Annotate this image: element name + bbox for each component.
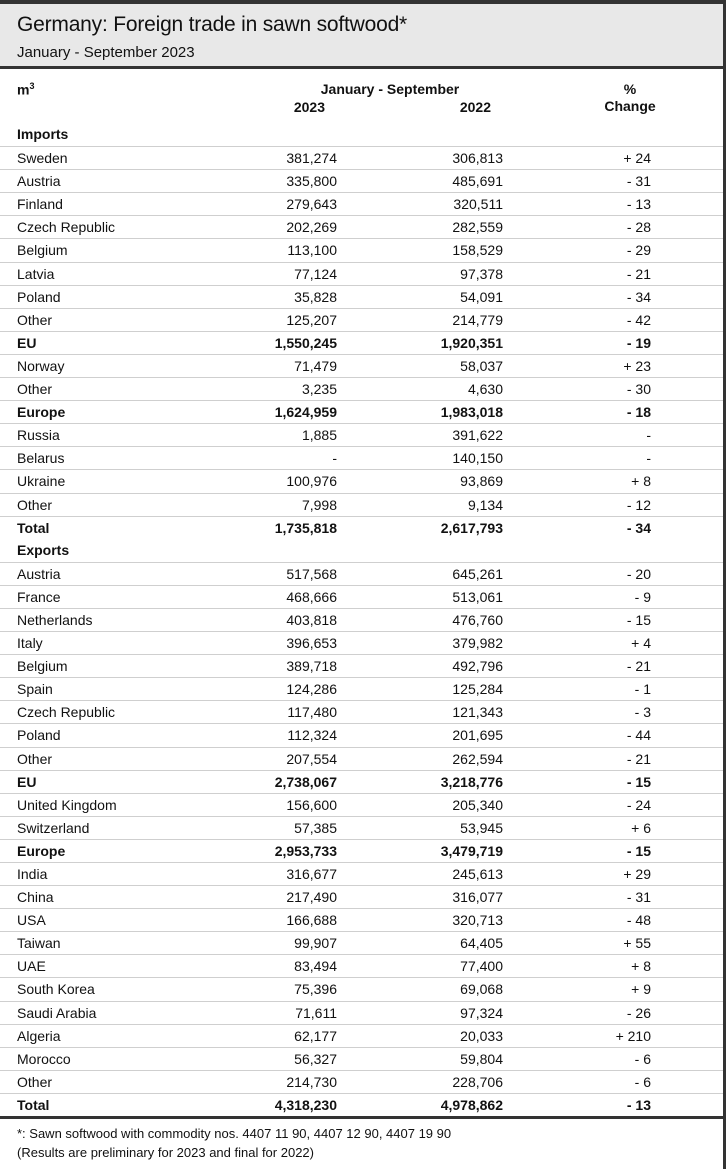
- value-2022-cell: 59,804: [460, 1050, 503, 1067]
- value-2023-cell: 166,688: [286, 912, 337, 929]
- country-cell: Latvia: [17, 265, 55, 282]
- value-2022-cell: 125,284: [452, 681, 503, 698]
- country-cell: Russia: [17, 427, 60, 444]
- value-2023-cell: 2,738,067: [274, 773, 337, 790]
- value-2022-cell: 9,134: [467, 496, 503, 513]
- value-2023-cell: 468,666: [286, 588, 337, 605]
- country-cell: Algeria: [17, 1027, 61, 1044]
- pct-change-cell: - 3: [634, 704, 651, 721]
- country-cell: Other: [17, 311, 53, 328]
- pct-change-cell: - 30: [626, 381, 651, 398]
- country-cell: EU: [17, 334, 37, 351]
- value-2022-cell: 262,594: [452, 750, 503, 767]
- country-cell: Netherlands: [17, 611, 93, 628]
- subtotal-row: [0, 400, 726, 423]
- pct-change-cell: + 8: [631, 958, 651, 975]
- subtotal-row: [0, 516, 726, 539]
- value-2023-cell: 217,490: [286, 889, 337, 906]
- table-row: [0, 562, 726, 585]
- table-row: [0, 192, 726, 215]
- year-2022-header: 2022: [459, 99, 491, 115]
- value-2023-cell: 71,611: [295, 1004, 337, 1021]
- table-row: [0, 816, 726, 839]
- pct-change-cell: - 15: [626, 773, 651, 790]
- pct-change-cell: + 8: [631, 473, 651, 490]
- value-2023-cell: 381,274: [286, 150, 337, 167]
- value-2022-cell: 205,340: [452, 796, 503, 813]
- value-2022-cell: 282,559: [452, 219, 503, 236]
- pct-change-cell: + 6: [631, 819, 651, 836]
- value-2022-cell: 2,617,793: [440, 519, 503, 536]
- table-row: [0, 146, 726, 169]
- country-cell: China: [17, 889, 54, 906]
- pct-change-cell: - 42: [626, 311, 651, 328]
- pct-change-cell: + 55: [623, 935, 651, 952]
- value-2022-cell: 214,779: [452, 311, 503, 328]
- country-cell: Total: [17, 519, 50, 536]
- table-row: [0, 354, 726, 377]
- table-row: [0, 1070, 726, 1093]
- table-row: [0, 169, 726, 192]
- country-cell: Czech Republic: [17, 219, 116, 236]
- value-2022-cell: 53,945: [460, 819, 503, 836]
- table-row: [0, 1047, 726, 1070]
- table-row: [0, 377, 726, 400]
- value-2023-cell: 99,907: [294, 935, 337, 952]
- value-2023-cell: 396,653: [286, 635, 337, 652]
- subtotal-row: [0, 839, 726, 862]
- country-cell: Europe: [17, 404, 66, 421]
- value-2022-cell: 379,982: [452, 635, 503, 652]
- table-row: [0, 1024, 726, 1047]
- value-2022-cell: 97,378: [460, 265, 503, 282]
- value-2023-cell: 1,624,959: [274, 404, 337, 421]
- value-2023-cell: 335,800: [286, 173, 337, 190]
- table-row: [0, 493, 726, 516]
- country-cell: EU: [17, 773, 37, 790]
- table-row: [0, 908, 726, 931]
- pct-change-cell: - 19: [626, 334, 651, 351]
- value-2023-cell: 2,953,733: [274, 842, 337, 859]
- pct-change-cell: - 20: [626, 565, 651, 582]
- table-row: [0, 747, 726, 770]
- value-2023-cell: 403,818: [286, 611, 337, 628]
- country-cell: Finland: [17, 196, 63, 213]
- value-2022-cell: 158,529: [452, 242, 503, 259]
- pct-change-header: % Change: [604, 81, 656, 114]
- value-2023-cell: 125,207: [286, 311, 337, 328]
- table-row: [0, 977, 726, 1000]
- country-cell: Norway: [17, 357, 65, 374]
- country-cell: Belgium: [17, 658, 68, 675]
- section-header-row: [0, 123, 726, 146]
- pct-change-cell: - 1: [634, 681, 651, 698]
- value-2022-cell: 69,068: [460, 981, 503, 998]
- footnote-line-2: (Results are preliminary for 2023 and final for 2022): [17, 1145, 314, 1161]
- pct-change-cell: - 12: [626, 496, 651, 513]
- value-2022-cell: 93,869: [460, 473, 503, 490]
- pct-change-cell: -: [646, 450, 651, 467]
- value-2022-cell: 4,978,862: [440, 1096, 503, 1113]
- value-2023-cell: 56,327: [294, 1050, 337, 1067]
- value-2022-cell: 228,706: [452, 1073, 503, 1090]
- table-row: [0, 238, 726, 261]
- table-row: [0, 608, 726, 631]
- value-2023-cell: 214,730: [286, 1073, 337, 1090]
- value-2023-cell: 156,600: [286, 796, 337, 813]
- country-cell: Belgium: [17, 242, 68, 259]
- pct-change-cell: - 13: [626, 1096, 651, 1113]
- pct-change-cell: - 13: [626, 196, 651, 213]
- value-2022-cell: 320,511: [453, 196, 503, 213]
- table-row: [0, 215, 726, 238]
- table-row: [0, 285, 726, 308]
- country-cell: UAE: [17, 958, 46, 975]
- value-2023-cell: 207,554: [286, 750, 337, 767]
- pct-change-cell: - 15: [626, 611, 651, 628]
- country-cell: Sweden: [17, 150, 68, 167]
- country-cell: Saudi Arabia: [17, 1004, 97, 1021]
- value-2022-cell: 1,983,018: [440, 404, 503, 421]
- pct-change-cell: - 18: [626, 404, 651, 421]
- pct-change-cell: - 9: [634, 588, 651, 605]
- value-2023-cell: 71,479: [294, 357, 337, 374]
- value-2022-cell: 121,343: [452, 704, 503, 721]
- unit-label: $m^3$: [17, 81, 35, 98]
- country-cell: Czech Republic: [17, 704, 116, 721]
- table-header: [0, 4, 726, 66]
- value-2022-cell: 245,613: [452, 866, 503, 882]
- country-cell: Imports: [17, 126, 69, 142]
- subtotal-row: [0, 331, 726, 354]
- country-cell: India: [17, 866, 48, 882]
- country-cell: France: [17, 588, 61, 605]
- value-2022-cell: 391,622: [452, 427, 503, 444]
- value-2022-cell: 4,630: [467, 381, 503, 398]
- table-subtitle: January - September 2023: [17, 44, 195, 61]
- table-row: [0, 1001, 726, 1024]
- pct-change-cell: - 21: [626, 265, 651, 282]
- country-cell: Taiwan: [17, 935, 61, 952]
- country-cell: Europe: [17, 842, 66, 859]
- pct-change-cell: - 34: [626, 288, 651, 305]
- pct-change-cell: + 29: [623, 866, 651, 882]
- country-cell: United Kingdom: [17, 796, 117, 813]
- value-2023-cell: 1,550,245: [274, 334, 337, 351]
- value-2023-cell: 517,568: [286, 565, 337, 582]
- value-2022-cell: 645,261: [452, 565, 503, 582]
- value-2022-cell: 1,920,351: [440, 334, 503, 351]
- country-cell: Belarus: [17, 450, 65, 467]
- country-cell: Morocco: [17, 1050, 71, 1067]
- country-cell: Austria: [17, 173, 61, 190]
- value-2023-cell: 75,396: [294, 981, 337, 998]
- value-2023-cell: 316,677: [286, 866, 337, 882]
- subtotal-row: [0, 1093, 726, 1116]
- pct-change-cell: - 31: [626, 173, 651, 190]
- section-header-row: [0, 539, 726, 562]
- country-cell: Spain: [17, 681, 53, 698]
- table-row: [0, 723, 726, 746]
- pct-change-cell: - 21: [626, 750, 651, 767]
- value-2023-cell: 1,885: [301, 427, 337, 444]
- value-2022-cell: 306,813: [452, 150, 503, 167]
- table-title: Germany: Foreign trade in sawn softwood*: [17, 13, 408, 36]
- value-2023-cell: 112,324: [287, 727, 337, 744]
- pct-change-cell: - 31: [626, 889, 651, 906]
- value-2022-cell: 476,760: [452, 611, 503, 628]
- country-cell: Exports: [17, 541, 70, 558]
- pct-change-cell: - 34: [626, 519, 651, 536]
- country-cell: Other: [17, 496, 53, 513]
- value-2022-cell: 201,695: [452, 727, 503, 744]
- pct-change-cell: + 24: [623, 150, 651, 167]
- table-row: [0, 469, 726, 492]
- value-2022-cell: 97,324: [460, 1004, 503, 1021]
- pct-change-cell: + 210: [615, 1027, 651, 1044]
- table-row: [0, 262, 726, 285]
- table-row: [0, 585, 726, 608]
- pct-change-cell: - 28: [626, 219, 651, 236]
- value-2022-cell: 316,077: [452, 889, 503, 906]
- pct-change-cell: + 23: [623, 357, 651, 374]
- value-2023-cell: 100,976: [286, 473, 337, 490]
- country-cell: Other: [17, 381, 53, 398]
- table-row: [0, 954, 726, 977]
- country-cell: Austria: [17, 565, 61, 582]
- value-2023-cell: 62,177: [294, 1027, 337, 1044]
- value-2022-cell: 485,691: [452, 173, 503, 190]
- pct-change-cell: + 4: [631, 635, 651, 652]
- pct-change-cell: - 6: [634, 1073, 651, 1090]
- pct-change-cell: - 21: [626, 658, 651, 675]
- value-2023-cell: 389,718: [286, 658, 337, 675]
- value-2023-cell: 3,235: [301, 381, 337, 398]
- country-cell: Switzerland: [17, 819, 90, 836]
- value-2023-cell: 279,643: [286, 196, 337, 213]
- value-2023-cell: 124,286: [286, 681, 337, 698]
- footnote-line-1: *: Sawn softwood with commodity nos. 4407 11 90, 4407 12 90, 4407 19 90: [17, 1126, 452, 1142]
- value-2023-cell: 83,494: [294, 958, 337, 975]
- footnote: [0, 1119, 726, 1162]
- pct-change-cell: - 29: [626, 242, 651, 259]
- value-2023-cell: 113,100: [287, 242, 337, 259]
- pct-change-cell: - 6: [634, 1050, 651, 1067]
- value-2023-cell: 7,998: [301, 496, 337, 513]
- pct-change-cell: - 26: [626, 1004, 651, 1021]
- table-row: [0, 677, 726, 700]
- subtotal-row: [0, 770, 726, 793]
- table-row: [0, 862, 726, 885]
- table-row: [0, 631, 726, 654]
- country-cell: Total: [17, 1096, 50, 1113]
- value-2022-cell: 3,479,719: [440, 842, 503, 859]
- value-2023-cell: 117,480: [287, 704, 337, 721]
- value-2023-cell: 35,828: [294, 288, 337, 305]
- value-2023-cell: 77,124: [294, 265, 337, 282]
- country-cell: Ukraine: [17, 473, 66, 490]
- country-cell: Poland: [17, 288, 61, 305]
- value-2023-cell: 1,735,818: [274, 519, 337, 536]
- value-2022-cell: 20,033: [460, 1027, 503, 1044]
- table-body: [0, 123, 726, 1116]
- pct-change-cell: -: [646, 427, 651, 444]
- table-row: [0, 793, 726, 816]
- country-cell: Poland: [17, 727, 61, 744]
- value-2022-cell: 513,061: [452, 588, 503, 605]
- table-row: [0, 931, 726, 954]
- period-label: January - September: [320, 81, 460, 97]
- value-2022-cell: 77,400: [460, 958, 503, 975]
- value-2023-cell: 202,269: [286, 219, 337, 236]
- pct-change-cell: - 15: [626, 842, 651, 859]
- country-cell: Italy: [17, 635, 43, 652]
- value-2022-cell: 58,037: [460, 357, 503, 374]
- table-row: [0, 654, 726, 677]
- table-row: [0, 423, 726, 446]
- value-2022-cell: 140,150: [452, 450, 503, 467]
- value-2023-cell: 4,318,230: [274, 1096, 337, 1113]
- country-cell: Other: [17, 1073, 53, 1090]
- value-2022-cell: 320,713: [452, 912, 503, 929]
- value-2022-cell: 3,218,776: [440, 773, 503, 790]
- pct-change-cell: - 48: [626, 912, 651, 929]
- country-cell: South Korea: [17, 981, 95, 998]
- table-row: [0, 700, 726, 723]
- value-2022-cell: 492,796: [452, 658, 503, 675]
- value-2023-cell: -: [332, 450, 337, 467]
- year-2023-header: 2023: [293, 99, 325, 115]
- value-2023-cell: 57,385: [294, 819, 337, 836]
- value-2022-cell: 64,405: [460, 935, 503, 952]
- table-row: [0, 446, 726, 469]
- table-row: [0, 885, 726, 908]
- table-row: [0, 308, 726, 331]
- value-2022-cell: 54,091: [460, 288, 503, 305]
- country-cell: Other: [17, 750, 53, 767]
- country-cell: USA: [17, 912, 46, 929]
- pct-change-cell: + 9: [631, 981, 651, 998]
- pct-change-cell: - 44: [626, 727, 651, 744]
- column-headers: [0, 69, 726, 123]
- pct-change-cell: - 24: [626, 796, 651, 813]
